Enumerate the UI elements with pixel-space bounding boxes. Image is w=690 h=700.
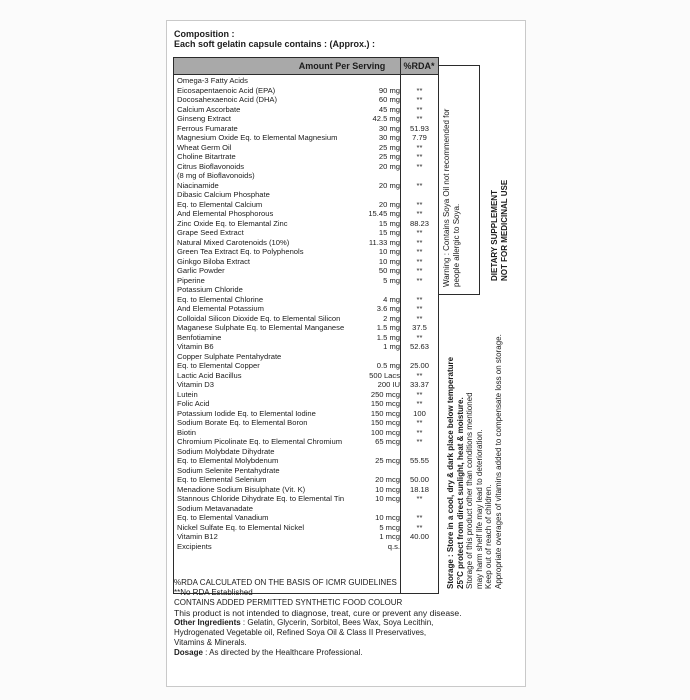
ingredient-name: Potassium Chloride xyxy=(177,285,243,294)
ingredient-amount: 250 mcg xyxy=(370,389,400,399)
ingredient-name: Piperine xyxy=(177,275,205,285)
composition-subtitle: Each soft gelatin capsule contains : (Approx.) : xyxy=(174,39,376,49)
table-row xyxy=(174,466,438,476)
ingredient-rda: ** xyxy=(416,142,423,152)
table-row xyxy=(174,76,438,86)
table-row xyxy=(174,532,438,542)
ingredient-rda: ** xyxy=(416,161,423,171)
dosage-label: Dosage xyxy=(174,648,203,657)
ingredient-amount: 10 mcg xyxy=(375,494,400,503)
ingredient-amount: 65 mcg xyxy=(375,437,400,446)
table-row xyxy=(174,247,438,257)
ingredient-amount: 1.5 mg xyxy=(376,323,400,332)
ingredient-amount: 200 IU xyxy=(377,380,400,389)
ingredient-amount: 25 mg xyxy=(378,152,400,161)
storage-line-4: may harm shelf life may lead to deterioration. xyxy=(474,429,484,589)
table-row xyxy=(174,133,438,143)
ingredient-name: And Elemental Phosphorous xyxy=(177,209,274,218)
ingredient-rda: ** xyxy=(416,247,423,256)
ingredient-amount: 50 mg xyxy=(378,266,400,275)
table-row xyxy=(174,209,438,219)
table-row xyxy=(174,228,438,238)
dosage xyxy=(174,648,474,658)
ingredient-amount: 15.45 mg xyxy=(368,209,400,218)
table-row xyxy=(174,456,438,466)
ingredient-amount: 60 mg xyxy=(378,95,400,104)
other-ingredients xyxy=(174,618,474,628)
ingredient-name: Lactic Acid Bacillus xyxy=(177,370,242,380)
ingredient-name: Lutein xyxy=(177,389,198,399)
ingredient-name: Copper Sulphate Pentahydrate xyxy=(177,351,282,361)
table-row xyxy=(174,352,438,362)
dietary-line-1: DIETARY SUPPLEMENT xyxy=(490,190,499,281)
ingredient-name: Calcium Ascorbate xyxy=(177,104,241,114)
storage-block xyxy=(446,334,503,589)
ingredient-name: Eq. to Elemental Molybdenum xyxy=(177,456,279,465)
ingredient-rda: ** xyxy=(416,114,423,123)
table-header xyxy=(174,58,438,75)
ingredient-amount: 20 mcg xyxy=(375,475,400,484)
table-row xyxy=(174,399,438,409)
ingredient-name: Wheat Germ Oil xyxy=(177,142,232,152)
ingredient-amount: 0.5 mg xyxy=(376,361,400,370)
ingredient-rda: ** xyxy=(416,256,423,266)
other-ingredients-line2: Hydrogenated Vegetable oil, Refined Soya Oil & Class II Preservatives, xyxy=(174,628,427,637)
table-row xyxy=(174,304,438,314)
ingredient-rda: 25.00 xyxy=(409,361,429,370)
ingredient-name: Excipients xyxy=(177,541,212,551)
ingredient-name: Eq. to Elemental Calcium xyxy=(177,199,263,209)
ingredient-rda: ** xyxy=(416,294,423,304)
other-ingredients-text: : Gelatin, Glycerin, Sorbitol, Bees Wax, Soya Lecithin, xyxy=(240,618,434,627)
ingredient-rda: ** xyxy=(416,437,423,446)
ingredient-rda: ** xyxy=(416,399,423,408)
side-info xyxy=(440,65,522,592)
ingredient-name: Choline Bitartrate xyxy=(177,152,236,161)
ingredient-rda: ** xyxy=(416,332,423,342)
warning-line-1: Warning : Contains Soya Oil not recommended for xyxy=(442,108,451,287)
ingredient-amount: 500 Lacs xyxy=(369,370,400,380)
no-rda-note: **No RDA Established xyxy=(174,588,253,597)
ingredient-name: Garlic Powder xyxy=(177,266,225,275)
ingredient-amount: 42.5 mg xyxy=(372,114,400,123)
table-row xyxy=(174,494,438,504)
table-body xyxy=(174,76,438,551)
ingredient-rda: 51.93 xyxy=(409,123,429,133)
ingredient-rda: ** xyxy=(416,275,423,285)
other-ingredients-line3: Vitamins & Minerals. xyxy=(174,638,247,647)
ingredient-name: Niacinamide xyxy=(177,180,219,190)
ingredient-name: Menadione Sodium Bisulphate (Vit. K) xyxy=(177,484,306,494)
table-row xyxy=(174,257,438,267)
ingredient-rda: 18.18 xyxy=(409,484,429,494)
table-row xyxy=(174,285,438,295)
ingredient-name: And Elemental Potassium xyxy=(177,304,264,313)
ingredient-rda: ** xyxy=(416,95,423,104)
table-row xyxy=(174,475,438,485)
ingredient-rda: 88.23 xyxy=(409,218,429,228)
table-row xyxy=(174,219,438,229)
ingredient-name: Eicosapentaenoic Acid (EPA) xyxy=(177,85,276,95)
ingredient-name: Biotin xyxy=(177,427,196,437)
table-row xyxy=(174,409,438,419)
rda-note: %RDA CALCULATED ON THE BASIS OF ICMR GUIDELINES xyxy=(174,578,397,587)
ingredient-name: Ginseng Extract xyxy=(177,114,232,123)
storage-line-1: Storage : Store in a cool, dry & dark place below temperature xyxy=(446,356,455,589)
table-row xyxy=(174,342,438,352)
ingredient-name: Benfotiamine xyxy=(177,332,222,342)
ingredient-name: Eq. to Elemental Copper xyxy=(177,361,260,370)
table-row xyxy=(174,171,438,181)
table-row xyxy=(174,504,438,514)
ingredient-rda: ** xyxy=(416,237,423,247)
ingredient-rda: ** xyxy=(416,209,423,218)
ingredient-amount: 150 mcg xyxy=(370,408,400,418)
ingredient-amount: 15 mg xyxy=(378,228,400,237)
storage-line-6: Appropriate overages of vitamins added to compensate loss on storage. xyxy=(493,334,503,589)
ingredient-name: Folic Acid xyxy=(177,399,210,408)
table-row xyxy=(174,105,438,115)
ingredient-rda: 40.00 xyxy=(409,532,429,541)
warning-line-2: people allergic to Soya. xyxy=(452,203,461,287)
ingredient-rda: ** xyxy=(416,522,423,532)
ingredient-amount: 5 mg xyxy=(383,275,400,285)
ingredient-name: Sodium Borate Eq. to Elemental Boron xyxy=(177,418,308,427)
ingredient-name: Green Tea Extract Eq. to Polyphenols xyxy=(177,247,304,256)
ingredient-amount: 30 mg xyxy=(378,133,400,142)
ingredient-rda: 37.5 xyxy=(412,323,427,332)
ingredient-rda: 33.37 xyxy=(409,380,429,389)
table-row xyxy=(174,238,438,248)
ingredient-amount: q.s. xyxy=(387,541,400,551)
ingredient-name: Sodium Selenite Pentahydrate xyxy=(177,465,280,475)
composition-table xyxy=(173,57,439,594)
ingredient-name: Magnesium Oxide Eq. to Elemental Magnesium xyxy=(177,133,338,142)
ingredient-rda: ** xyxy=(416,418,423,427)
ingredient-amount: 30 mg xyxy=(378,123,400,133)
ingredient-rda: 7.79 xyxy=(412,133,427,142)
ingredient-amount: 10 mcg xyxy=(375,484,400,494)
ingredient-amount: 20 mg xyxy=(378,161,400,171)
ingredient-amount: 10 mg xyxy=(378,256,400,266)
ingredient-rda: 55.55 xyxy=(409,456,429,465)
ingredient-rda: 100 xyxy=(413,408,426,418)
table-row xyxy=(174,190,438,200)
ingredient-amount: 15 mg xyxy=(378,218,400,228)
colour-note: CONTAINS ADDED PERMITTED SYNTHETIC FOOD COLOUR xyxy=(174,598,403,607)
table-row xyxy=(174,266,438,276)
ingredient-amount: 100 mcg xyxy=(370,427,400,437)
ingredient-name: Eq. to Elemental Vanadium xyxy=(177,513,269,522)
ingredient-rda: ** xyxy=(416,104,423,114)
ingredient-rda: ** xyxy=(416,313,423,323)
storage-line-3: Storage of this product other than conditions mentioned xyxy=(465,392,474,589)
ingredient-amount: 5 mcg xyxy=(379,522,400,532)
dosage-text: : As directed by the Healthcare Professional. xyxy=(202,648,363,657)
ingredient-rda: ** xyxy=(416,199,423,209)
ingredient-amount: 45 mg xyxy=(378,104,400,114)
ingredient-name: Vitamin D3 xyxy=(177,380,215,389)
table-row xyxy=(174,152,438,162)
label-panel xyxy=(166,20,526,687)
ingredient-name: Vitamin B12 xyxy=(177,532,218,541)
ingredient-amount: 150 mcg xyxy=(370,399,400,408)
ingredient-amount: 20 mg xyxy=(378,180,400,190)
ingredient-rda: 52.63 xyxy=(409,342,429,351)
composition-title: Composition : xyxy=(174,29,235,39)
ingredient-amount: 1 mcg xyxy=(379,532,400,541)
table-row xyxy=(174,333,438,343)
table-row xyxy=(174,143,438,153)
ingredient-name: Ferrous Fumarate xyxy=(177,123,238,133)
ingredient-name: Eq. to Elemental Chlorine xyxy=(177,294,264,304)
table-row xyxy=(174,95,438,105)
composition-heading xyxy=(174,29,375,49)
table-row xyxy=(174,361,438,371)
table-row xyxy=(174,276,438,286)
table-row xyxy=(174,162,438,172)
ingredient-name: Omega-3 Fatty Acids xyxy=(177,76,248,85)
table-row xyxy=(174,295,438,305)
ingredient-name: Chromium Picolinate Eq. to Elemental Chromium xyxy=(177,437,343,446)
table-row xyxy=(174,181,438,191)
ingredient-rda: ** xyxy=(416,180,423,190)
ingredient-amount: 1.5 mg xyxy=(376,332,400,342)
ingredient-name: Sodium Metavanadate xyxy=(177,503,253,513)
table-row xyxy=(174,86,438,96)
table-row xyxy=(174,200,438,210)
ingredient-name: Maganese Sulphate Eq. to Elemental Manganese xyxy=(177,323,345,332)
ingredient-rda: ** xyxy=(416,370,423,380)
ingredient-name: Dibasic Calcium Phosphate xyxy=(177,190,270,199)
ingredient-amount: 25 mg xyxy=(378,142,400,152)
ingredient-name: Stannous Chloride Dihydrate Eq. to Elemental Tin xyxy=(177,494,345,503)
ingredient-amount: 3.6 mg xyxy=(376,304,400,313)
disclaimer: This product is not intended to diagnose, treat, cure or prevent any disease. xyxy=(174,608,462,618)
ingredient-name: Natural Mixed Carotenoids (10%) xyxy=(177,237,290,247)
table-row xyxy=(174,114,438,124)
table-row xyxy=(174,437,438,447)
ingredient-rda: ** xyxy=(416,266,423,275)
table-row xyxy=(174,124,438,134)
table-row xyxy=(174,447,438,457)
ingredient-name: Sodium Molybdate Dihydrate xyxy=(177,446,275,456)
table-row xyxy=(174,523,438,533)
ingredient-name: Grape Seed Extract xyxy=(177,228,244,237)
dietary-line-2: NOT FOR MEDICINAL USE xyxy=(500,179,509,281)
ingredient-name: Vitamin B6 xyxy=(177,342,214,351)
ingredient-rda: ** xyxy=(416,85,423,95)
ingredient-rda: ** xyxy=(416,152,423,161)
ingredient-amount: 150 mcg xyxy=(370,418,400,427)
ingredient-name: Potassium Iodide Eq. to Elemental Iodine xyxy=(177,408,316,418)
ingredient-amount: 1 mg xyxy=(383,342,400,351)
footer-notes xyxy=(174,578,474,658)
ingredient-amount: 11.33 mg xyxy=(368,237,400,247)
amount-header: Amount Per Serving xyxy=(298,61,386,71)
table-row xyxy=(174,542,438,552)
table-row xyxy=(174,513,438,523)
table-row xyxy=(174,314,438,324)
ingredient-rda: ** xyxy=(416,228,423,237)
storage-line-2: 25°C protect from direct sunlight, heat & moisture. xyxy=(455,397,465,589)
rda-header: %RDA* xyxy=(403,61,435,71)
table-row xyxy=(174,371,438,381)
ingredient-rda: 50.00 xyxy=(409,475,429,484)
ingredient-rda: ** xyxy=(416,304,423,313)
ingredient-name: (8 mg of Bioflavonoids) xyxy=(177,171,255,180)
ingredient-name: Nickel Sulfate Eq. to Elemental Nickel xyxy=(177,522,305,532)
ingredient-amount: 25 mcg xyxy=(375,456,400,465)
table-row xyxy=(174,380,438,390)
storage-line-5: Keep out of reach of children. xyxy=(484,484,493,589)
ingredient-rda: ** xyxy=(416,389,423,399)
table-row xyxy=(174,485,438,495)
ingredient-name: Eq. to Elemental Selenium xyxy=(177,475,267,484)
other-ingredients-label: Other Ingredients xyxy=(174,618,241,627)
ingredient-name: Zinc Oxide Eq. to Elemantal Zinc xyxy=(177,218,288,228)
ingredient-amount: 90 mg xyxy=(378,85,400,95)
table-row xyxy=(174,428,438,438)
table-row xyxy=(174,323,438,333)
ingredient-amount: 2 mg xyxy=(383,313,400,323)
ingredient-rda: ** xyxy=(416,427,423,437)
dietary-notice xyxy=(490,180,510,281)
ingredient-amount: 20 mg xyxy=(378,199,400,209)
table-row xyxy=(174,390,438,400)
table-row xyxy=(174,418,438,428)
warning-text xyxy=(442,109,462,287)
ingredient-name: Docosahexaenoic Acid (DHA) xyxy=(177,95,278,104)
ingredient-rda: ** xyxy=(416,494,423,503)
ingredient-rda: ** xyxy=(416,513,423,522)
ingredient-amount: 10 mcg xyxy=(375,513,400,522)
ingredient-name: Citrus Bioflavonoids xyxy=(177,161,245,171)
ingredient-name: Ginkgo Biloba Extract xyxy=(177,256,251,266)
ingredient-name: Colloidal Silicon Dioxide Eq. to Elemental Silicon xyxy=(177,313,341,323)
ingredient-amount: 10 mg xyxy=(378,247,400,256)
ingredient-amount: 4 mg xyxy=(383,294,400,304)
